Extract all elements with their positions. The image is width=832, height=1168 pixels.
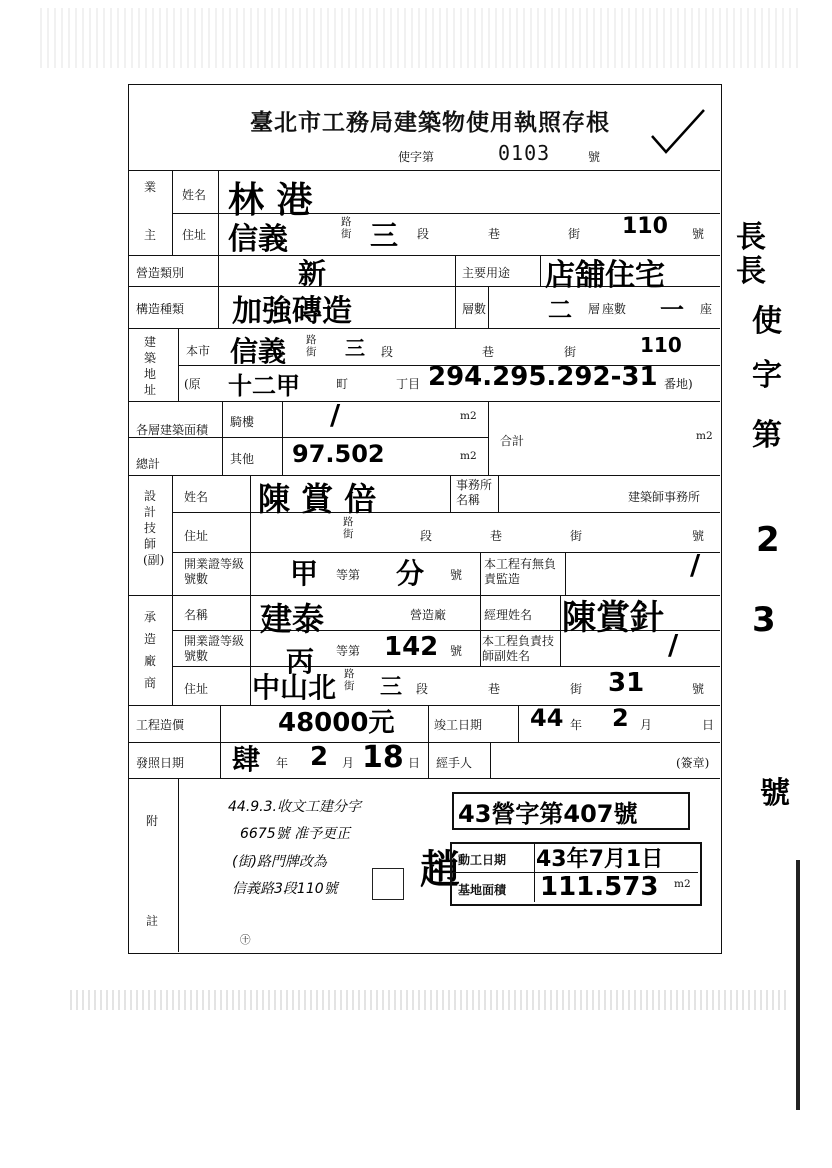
- site-old-town: 十二甲: [228, 372, 300, 400]
- remarks-line-1: 44.9.3.收文工建分字: [228, 799, 361, 815]
- blocks-unit: 座: [700, 302, 713, 316]
- contractor-lane-unit: 巷: [488, 682, 501, 696]
- contractor-road-unit: 路街: [344, 668, 355, 692]
- contractor-no: 31: [608, 668, 645, 698]
- cost-value: 48000元: [278, 708, 395, 738]
- remarks-label-top: 附: [146, 814, 159, 828]
- issue-day: 18: [362, 740, 404, 775]
- owner-section-unit: 段: [417, 227, 430, 241]
- right-strip-char-4: 字: [752, 358, 782, 393]
- owner-name-label: 姓名: [182, 188, 207, 202]
- arcade-label: 騎樓: [230, 415, 255, 429]
- cost-label: 工程造價: [136, 718, 185, 732]
- owner-lane-unit: 巷: [488, 227, 501, 241]
- main-use-value: 店舖住宅: [545, 258, 665, 293]
- designer-firm-suffix: 建築師事務所: [628, 490, 701, 504]
- site-ding-unit: 丁目: [396, 377, 421, 391]
- issue-year-unit: 年: [276, 756, 289, 770]
- completion-month: 2: [612, 704, 629, 732]
- site-road-unit: 路街: [306, 334, 317, 358]
- contractor-address-label: 住址: [184, 682, 209, 696]
- site-section-unit: 段: [381, 345, 394, 359]
- contractor-section-label: 承造廠商: [143, 610, 156, 690]
- designer-license-label: 開業證等級號數: [184, 557, 245, 586]
- designer-responsible-label: 本工程有無負責監造: [484, 557, 557, 586]
- right-strip-char-3: 使: [752, 304, 782, 339]
- right-strip-char-5: 第: [752, 418, 782, 453]
- contractor-tech-value: /: [668, 628, 679, 661]
- contractor-section-no: 三: [380, 675, 403, 700]
- contractor-grade: 丙: [286, 645, 315, 678]
- designer-responsible-value: /: [690, 548, 701, 581]
- site-road: 信義: [230, 335, 287, 368]
- designer-license-no-unit: 號: [450, 568, 463, 582]
- remarks-seal-char: 趙: [420, 847, 460, 893]
- designer-section-label: 設計技師(副): [143, 489, 165, 567]
- scan-noise-bottom: [70, 990, 790, 1010]
- owner-no-unit: 號: [692, 227, 705, 241]
- contractor-street-unit: 街: [570, 682, 583, 696]
- remarks-line-3: (街)路門牌改為: [232, 854, 327, 870]
- contractor-grade-unit: 等第: [336, 644, 361, 658]
- site-old-open: (原: [184, 377, 201, 391]
- right-strip-char-8: 號: [760, 776, 790, 811]
- designer-section-unit: 段: [420, 529, 433, 543]
- contractor-license-no: 142: [384, 632, 439, 662]
- site-town-unit: 町: [336, 377, 349, 391]
- contractor-license-no-unit: 號: [450, 644, 463, 658]
- contractor-tech-label: 本工程負責技師副姓名: [482, 634, 555, 663]
- designer-name-value: 陳 賞 倍: [258, 480, 377, 518]
- arcade-m2-unit: m2: [460, 410, 477, 422]
- contractor-manager-value: 陳賞針: [562, 598, 664, 638]
- designer-grade-unit: 等第: [336, 568, 361, 582]
- issue-month-unit: 月: [342, 756, 355, 770]
- area-label: 各層建築面積總計: [136, 423, 209, 471]
- structure-label: 構造種類: [136, 302, 185, 316]
- site-section-label: 建築地址: [143, 335, 156, 397]
- completion-month-unit: 月: [640, 718, 653, 732]
- issue-year: 肆: [232, 743, 261, 776]
- scan-noise-top: [40, 8, 800, 68]
- contractor-factory-unit: 營造廠: [410, 608, 447, 622]
- issue-day-unit: 日: [408, 756, 421, 770]
- completion-year: 44: [530, 704, 564, 732]
- other-value: 97.502: [292, 440, 385, 468]
- completion-label: 竣工日期: [434, 718, 483, 732]
- base-area-value: 111.573: [540, 872, 659, 902]
- designer-no-unit: 號: [692, 529, 705, 543]
- floors-label: 層數: [462, 302, 487, 316]
- owner-address-label: 住址: [182, 228, 207, 242]
- contractor-no-unit: 號: [692, 682, 705, 696]
- remarks-printed-mark: ㊉: [240, 934, 251, 946]
- remarks-line-4: 信義路3段110號: [232, 881, 338, 897]
- designer-grade: 甲: [290, 557, 319, 590]
- site-lane-unit: 巷: [482, 345, 495, 359]
- completion-year-unit: 年: [570, 718, 583, 732]
- right-strip-char-2: 長: [736, 254, 766, 289]
- total-m2-unit: m2: [696, 430, 713, 442]
- site-no: 110: [640, 333, 682, 357]
- owner-section-label-2: 主: [143, 228, 156, 242]
- remarks-line-2: 6675號 准予更正: [240, 826, 351, 842]
- main-use-label: 主要用途: [462, 266, 511, 280]
- contractor-manager-label: 經理姓名: [484, 608, 533, 622]
- total-label: 合計: [500, 434, 525, 448]
- owner-name-value: 林 港: [228, 180, 313, 221]
- owner-address-section: 三: [370, 219, 399, 252]
- check-mark-icon: [648, 106, 708, 158]
- issue-label: 發照日期: [136, 756, 185, 770]
- contractor-license-label: 開業證等級號數: [184, 634, 245, 663]
- issue-month: 2: [310, 742, 329, 772]
- contractor-name-value: 建泰: [260, 600, 325, 638]
- owner-road-unit: 路街: [341, 216, 352, 240]
- contractor-section-unit: 段: [416, 682, 429, 696]
- completion-day-unit: 日: [702, 718, 715, 732]
- scan-edge-right: [796, 860, 800, 1110]
- designer-road-unit: 路街: [343, 516, 354, 540]
- base-area-label: 基地面積: [458, 883, 507, 897]
- site-section-no: 三: [345, 336, 365, 360]
- contractor-address-road: 中山北: [252, 671, 337, 704]
- designer-street-unit: 街: [570, 529, 583, 543]
- handler-label: 經手人: [436, 756, 473, 770]
- remarks-label-bottom: 註: [146, 914, 159, 928]
- category-label: 營造類別: [136, 266, 185, 280]
- designer-lane-unit: 巷: [490, 529, 503, 543]
- designer-office-label: 事務所名稱: [456, 478, 493, 507]
- designer-license-no: 分: [396, 557, 425, 590]
- right-strip-char-7: 3: [752, 600, 776, 640]
- blocks-label: 座數: [602, 302, 627, 316]
- owner-address-no: 110: [622, 214, 668, 239]
- permit-number: 0103: [498, 141, 551, 165]
- sign-label: (簽章): [676, 756, 710, 770]
- base-area-unit: m2: [674, 878, 691, 890]
- blocks-value: 一: [660, 296, 684, 324]
- structure-value: 加強磚造: [232, 294, 352, 329]
- site-city: 本市: [186, 344, 211, 358]
- site-lots: 294.295.292-31: [428, 362, 658, 392]
- permit-suffix: 號: [588, 150, 601, 164]
- designer-address-label: 住址: [184, 529, 209, 543]
- start-date-label: 動工日期: [458, 853, 507, 867]
- owner-address-road: 信義: [228, 222, 288, 257]
- owner-section-label-1: 業: [143, 180, 156, 194]
- floors-unit: 層: [588, 302, 601, 316]
- contractor-name-label: 名稱: [184, 608, 209, 622]
- site-lot-unit: 番地): [664, 377, 693, 391]
- form-title: 臺北市工務局建築物使用執照存根: [250, 109, 610, 136]
- owner-street-unit: 街: [568, 227, 581, 241]
- right-strip-char-6: 2: [756, 520, 780, 560]
- right-strip-char-1: 長: [736, 220, 766, 255]
- arcade-value: /: [330, 398, 341, 431]
- designer-name-label: 姓名: [184, 490, 209, 504]
- other-m2-unit: m2: [460, 450, 477, 462]
- floors-value: 二: [548, 296, 572, 324]
- other-label: 其他: [230, 452, 255, 466]
- category-value: 新: [298, 257, 327, 290]
- site-street-unit: 街: [564, 345, 577, 359]
- permit-prefix: 使字第: [398, 150, 435, 164]
- small-seal-icon: [372, 868, 404, 900]
- permit-stamp-text: 43營字第407號: [458, 800, 638, 828]
- start-date-value: 43年7月1日: [536, 847, 664, 872]
